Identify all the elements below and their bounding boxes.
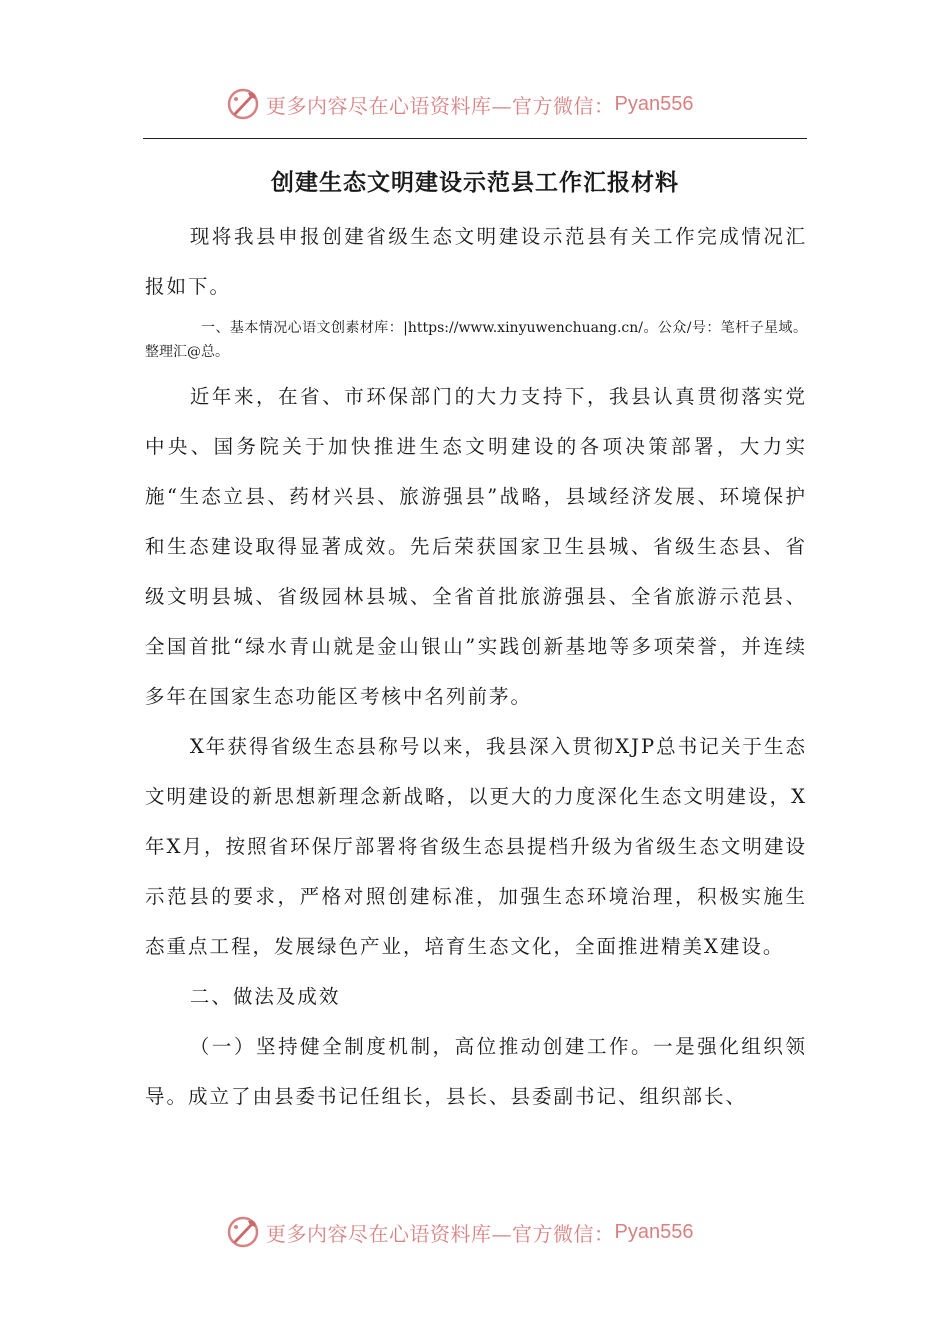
- footer-slogan: 更多内容尽在心语资料库—官方微信：: [266, 1221, 615, 1246]
- header-watermark: [226, 84, 693, 124]
- paragraph-measures: （一）坚持健全制度机制，高位推动创建工作。一是强化组织领导。成立了由县委书记任组长，县长、县委副书记、组织部长、: [145, 1035, 807, 1108]
- footer-watermark: [226, 1212, 693, 1252]
- section2-heading: 二、做法及成效: [189, 985, 341, 1008]
- paragraph-progress: X年获得省级生态县称号以来，我县深入贯彻XJP总书记关于生态文明建设的新思想新理念新战略，以更大的力度深化生态文明建设，X年X月，按照省环保厅部署将省级生态县提档升级为省级生态文明建设示范县的要求，严格对照创建标准，加强生态环境治理，积极实施生态重点工程，发展绿色产业，培育生态文化，全面推进精美X建设。: [145, 735, 807, 958]
- footer-wechat-handle: Pyan556: [614, 1220, 694, 1243]
- header-wechat-handle: Pyan556: [614, 92, 694, 115]
- intro-paragraph: 现将我县申报创建省级生态文明建设示范县有关工作完成情况汇报如下。: [145, 225, 807, 298]
- header-slogan: 更多内容尽在心语资料库—官方微信：: [266, 93, 615, 118]
- document-title: 创建生态文明建设示范县工作汇报材料: [271, 169, 679, 196]
- quill-pen-logo-icon: [226, 1215, 260, 1249]
- header-divider: [143, 138, 807, 139]
- section1-note: 一、基本情况心语文创素材库：|https://www.xinyuwenchuang.cn/。公众/号：笔杆子星域。整理汇@总。: [145, 320, 807, 360]
- document-body: [145, 212, 807, 1122]
- quill-pen-logo-icon: [226, 87, 260, 121]
- paragraph-background: 近年来，在省、市环保部门的大力支持下，我县认真贯彻落实党中央、国务院关于加快推进生态文明建设的各项决策部署，大力实施“生态立县、药材兴县、旅游强县”战略，县域经济发展、环境保护和生态建设取得显著成效。先后荣获国家卫生县城、省级生态县、省级文明县城、省级园林县城、全省首批旅游强县、全省旅游示范县、全国首批“绿水青山就是金山银山”实践创新基地等多项荣誉，并连续多年在国家生态功能区考核中名列前茅。: [145, 385, 807, 708]
